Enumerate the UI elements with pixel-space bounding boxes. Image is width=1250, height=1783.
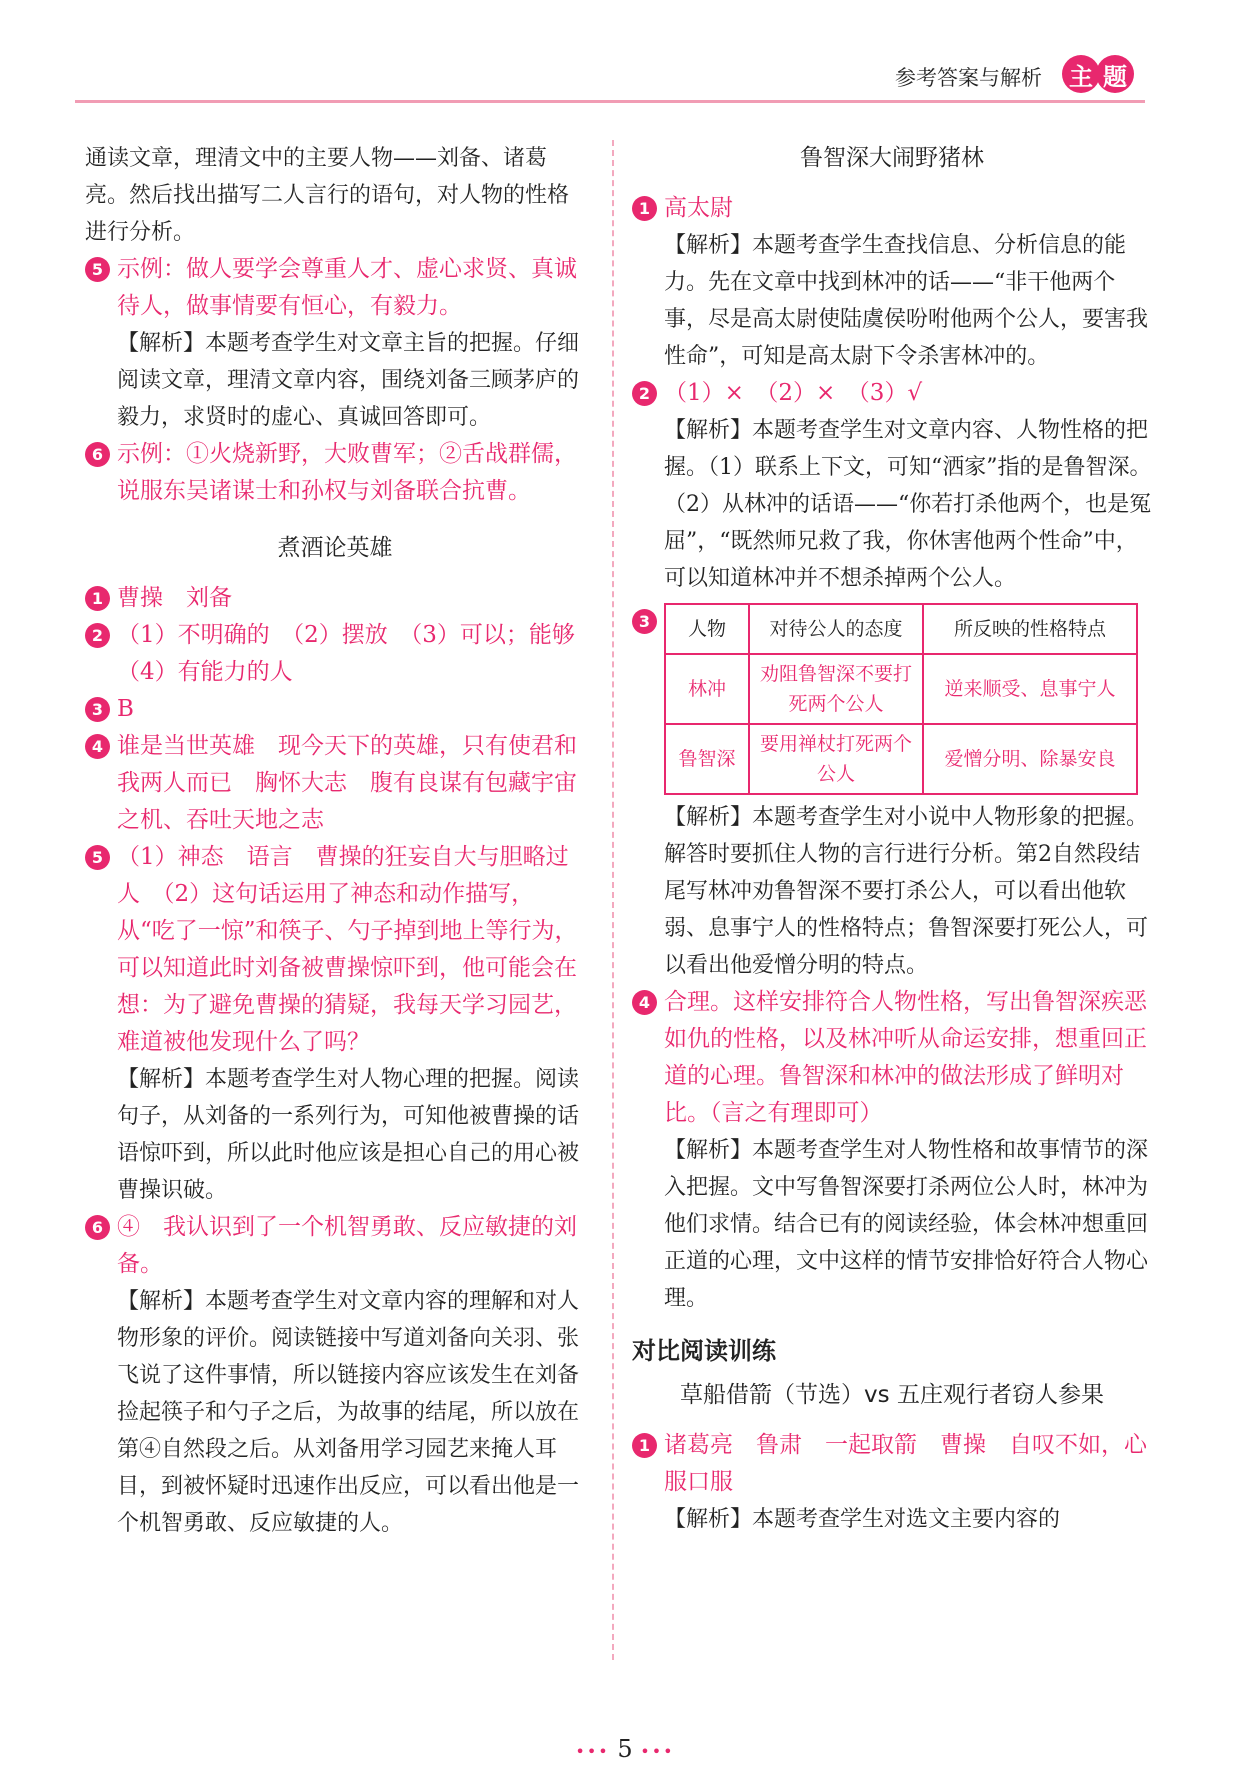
page-number	[565, 1735, 685, 1763]
answer-text: 曹操 刘备	[117, 585, 232, 611]
answer-text: （1）不明确的 （2）摆放 （3）可以；能够 （4）有能力的人	[117, 622, 598, 685]
answer-text: ④ 我认识到了一个机智勇敢、反应敏捷的刘备。	[117, 1214, 577, 1277]
contrast-heading: 对比阅读训练	[632, 1337, 776, 1365]
answer-text: 示例：①火烧新野，大败曹军；②舌战群儒，说服东吴诸谋士和孙权与刘备联合抗曹。	[117, 441, 577, 504]
analysis-text: 【解析】本题考查学生对人物性格和故事情节的深入把握。文中写鲁智深要打杀两位公人时，林冲为他们求情。结合已有的阅读经验，体会林冲想重回正道的心理，文中这样的情节安排恰好符合人物心理。	[664, 1138, 1149, 1311]
analysis-text: 【解析】本题考查学生对文章主旨的把握。仔细阅读文章，理清文章内容，围绕刘备三顾茅庐的毅力，求贤时的虚心、真诚回答即可。	[117, 331, 580, 430]
question-number: 3	[85, 697, 110, 722]
table-header-row	[665, 604, 1137, 654]
question-number: 6	[85, 442, 110, 467]
header-title: 参考答案与解析	[895, 66, 1042, 90]
section-title: 鲁智深大闹野猪林	[800, 145, 984, 171]
page-dots-right: •••	[640, 1742, 675, 1761]
answer-text: 高太尉	[664, 195, 733, 221]
header-divider	[75, 100, 1145, 103]
page-dots-left: •••	[575, 1742, 610, 1761]
question-2	[85, 617, 598, 691]
question-number: 3	[632, 609, 657, 634]
table-cell: 劝阻鲁智深不要打死两个公人	[749, 654, 923, 724]
question-number: 1	[632, 196, 657, 221]
answer-text: 示例：做人要学会尊重人才、虚心求贤、真诚待人，做事情要有恒心，有毅力。	[117, 256, 577, 319]
answer-text: （1）神态 语言 曹操的狂妄自大与胆略过人 （2）这句话运用了神态和动作描写，从“吃了一惊”和筷子、勺子掉到地上等行为，可以知道此时刘备被曹操惊吓到，他可能会在想：为了避免曹操的猜疑，我每天学习园艺，难道被他发现什么了吗？	[117, 844, 578, 1055]
table-cell: 林冲	[665, 654, 749, 724]
table-cell: 爱憎分明、除暴安良	[923, 724, 1137, 794]
page-number-value: 5	[617, 1735, 633, 1763]
table-header: 所反映的性格特点	[923, 604, 1137, 654]
question-3	[632, 603, 1152, 795]
question-4	[632, 984, 1152, 1132]
analysis-text: 【解析】本题考查学生对人物心理的把握。阅读句子，从刘备的一系列行为，可知他被曹操的话语惊吓到，所以此时他应该是担心自己的用心被曹操识破。	[117, 1067, 580, 1203]
intro-paragraph: 通读文章，理清文中的主要人物——刘备、诸葛亮。然后找出描写二人言行的语句，对人物的性格进行分析。	[85, 146, 570, 245]
header-badge	[1062, 55, 1130, 93]
table-header: 人物	[665, 604, 749, 654]
column-divider	[612, 140, 614, 1660]
question-number: 5	[85, 257, 110, 282]
question-number: 4	[85, 734, 110, 759]
table-cell: 逆来顺受、息事宁人	[923, 654, 1137, 724]
character-table	[664, 603, 1138, 795]
analysis-text: 【解析】本题考查学生对文章内容的理解和对人物形象的评价。阅读链接中写道刘备向关羽、张飞说了这件事情，所以链接内容应该发生在刘备捡起筷子和勺子之后，为故事的结尾，所以放在第④自然段之后。从刘备用学习园艺来掩人耳目，到被怀疑时迅速作出反应，可以看出他是一个机智勇敢、反应敏捷的人。	[117, 1289, 580, 1536]
question-number: 1	[632, 1433, 657, 1458]
table-header: 对待公人的态度	[749, 604, 923, 654]
table-row	[665, 654, 1137, 724]
question-1	[632, 190, 1152, 227]
section-title: 煮酒论英雄	[277, 535, 393, 561]
contrast-title: 草船借箭（节选）vs 五庄观行者窃人参果	[680, 1382, 1104, 1408]
right-column	[632, 140, 1152, 1538]
question-6	[85, 1209, 585, 1283]
badge-char-1: 主	[1062, 55, 1100, 93]
badge-char-2: 题	[1096, 55, 1134, 93]
question-5	[85, 251, 585, 325]
question-1	[632, 1427, 1152, 1501]
analysis-text: 【解析】本题考查学生对文章内容、人物性格的把握。（1）联系上下文，可知“洒家”指的是鲁智深。（2）从林冲的话语——“你若打杀他两个，也是冤屈”，“既然师兄救了我，你休害他两个性命”中，可以知道林冲并不想杀掉两个公人。	[664, 418, 1152, 591]
question-number: 2	[632, 381, 657, 406]
table-row	[665, 724, 1137, 794]
question-number: 4	[632, 990, 657, 1015]
answer-text: 谁是当世英雄 现今天下的英雄，只有使君和我两人而已 胸怀大志 腹有良谋有包藏宇宙之机、吞吐天地之志	[117, 733, 577, 833]
table-cell: 要用禅杖打死两个公人	[749, 724, 923, 794]
left-column	[85, 140, 598, 1542]
table-cell: 鲁智深	[665, 724, 749, 794]
question-number: 6	[85, 1215, 110, 1240]
answer-text: 诸葛亮 鲁肃 一起取箭 曹操 自叹不如，心服口服	[664, 1432, 1147, 1495]
question-1	[85, 580, 585, 617]
answer-text: （1）× （2）× （3）√	[664, 380, 923, 406]
question-3	[85, 691, 585, 728]
question-4	[85, 728, 585, 839]
analysis-text: 【解析】本题考查学生对选文主要内容的	[664, 1507, 1061, 1532]
answer-text: B	[117, 696, 134, 722]
analysis-text: 【解析】本题考查学生查找信息、分析信息的能力。先在文章中找到林冲的话——“非干他两个事，尽是高太尉使陆虞侯吩咐他两个公人，要害我性命”，可知是高太尉下令杀害林冲的。	[664, 233, 1149, 369]
question-6	[85, 436, 585, 510]
question-number: 2	[85, 623, 110, 648]
question-2	[632, 375, 1152, 412]
analysis-text: 【解析】本题考查学生对小说中人物形象的把握。解答时要抓住人物的言行进行分析。第2自然段结尾写林冲劝鲁智深不要打杀公人，可以看出他软弱、息事宁人的性格特点；鲁智深要打死公人，可以看出他爱憎分明的特点。	[664, 805, 1149, 978]
question-number: 1	[85, 586, 110, 611]
answer-text: 合理。这样安排符合人物性格，写出鲁智深疾恶如仇的性格，以及林冲听从命运安排，想重回正道的心理。鲁智深和林冲的做法形成了鲜明对比。（言之有理即可）	[664, 989, 1147, 1126]
question-number: 5	[85, 845, 110, 870]
question-5	[85, 839, 585, 1061]
